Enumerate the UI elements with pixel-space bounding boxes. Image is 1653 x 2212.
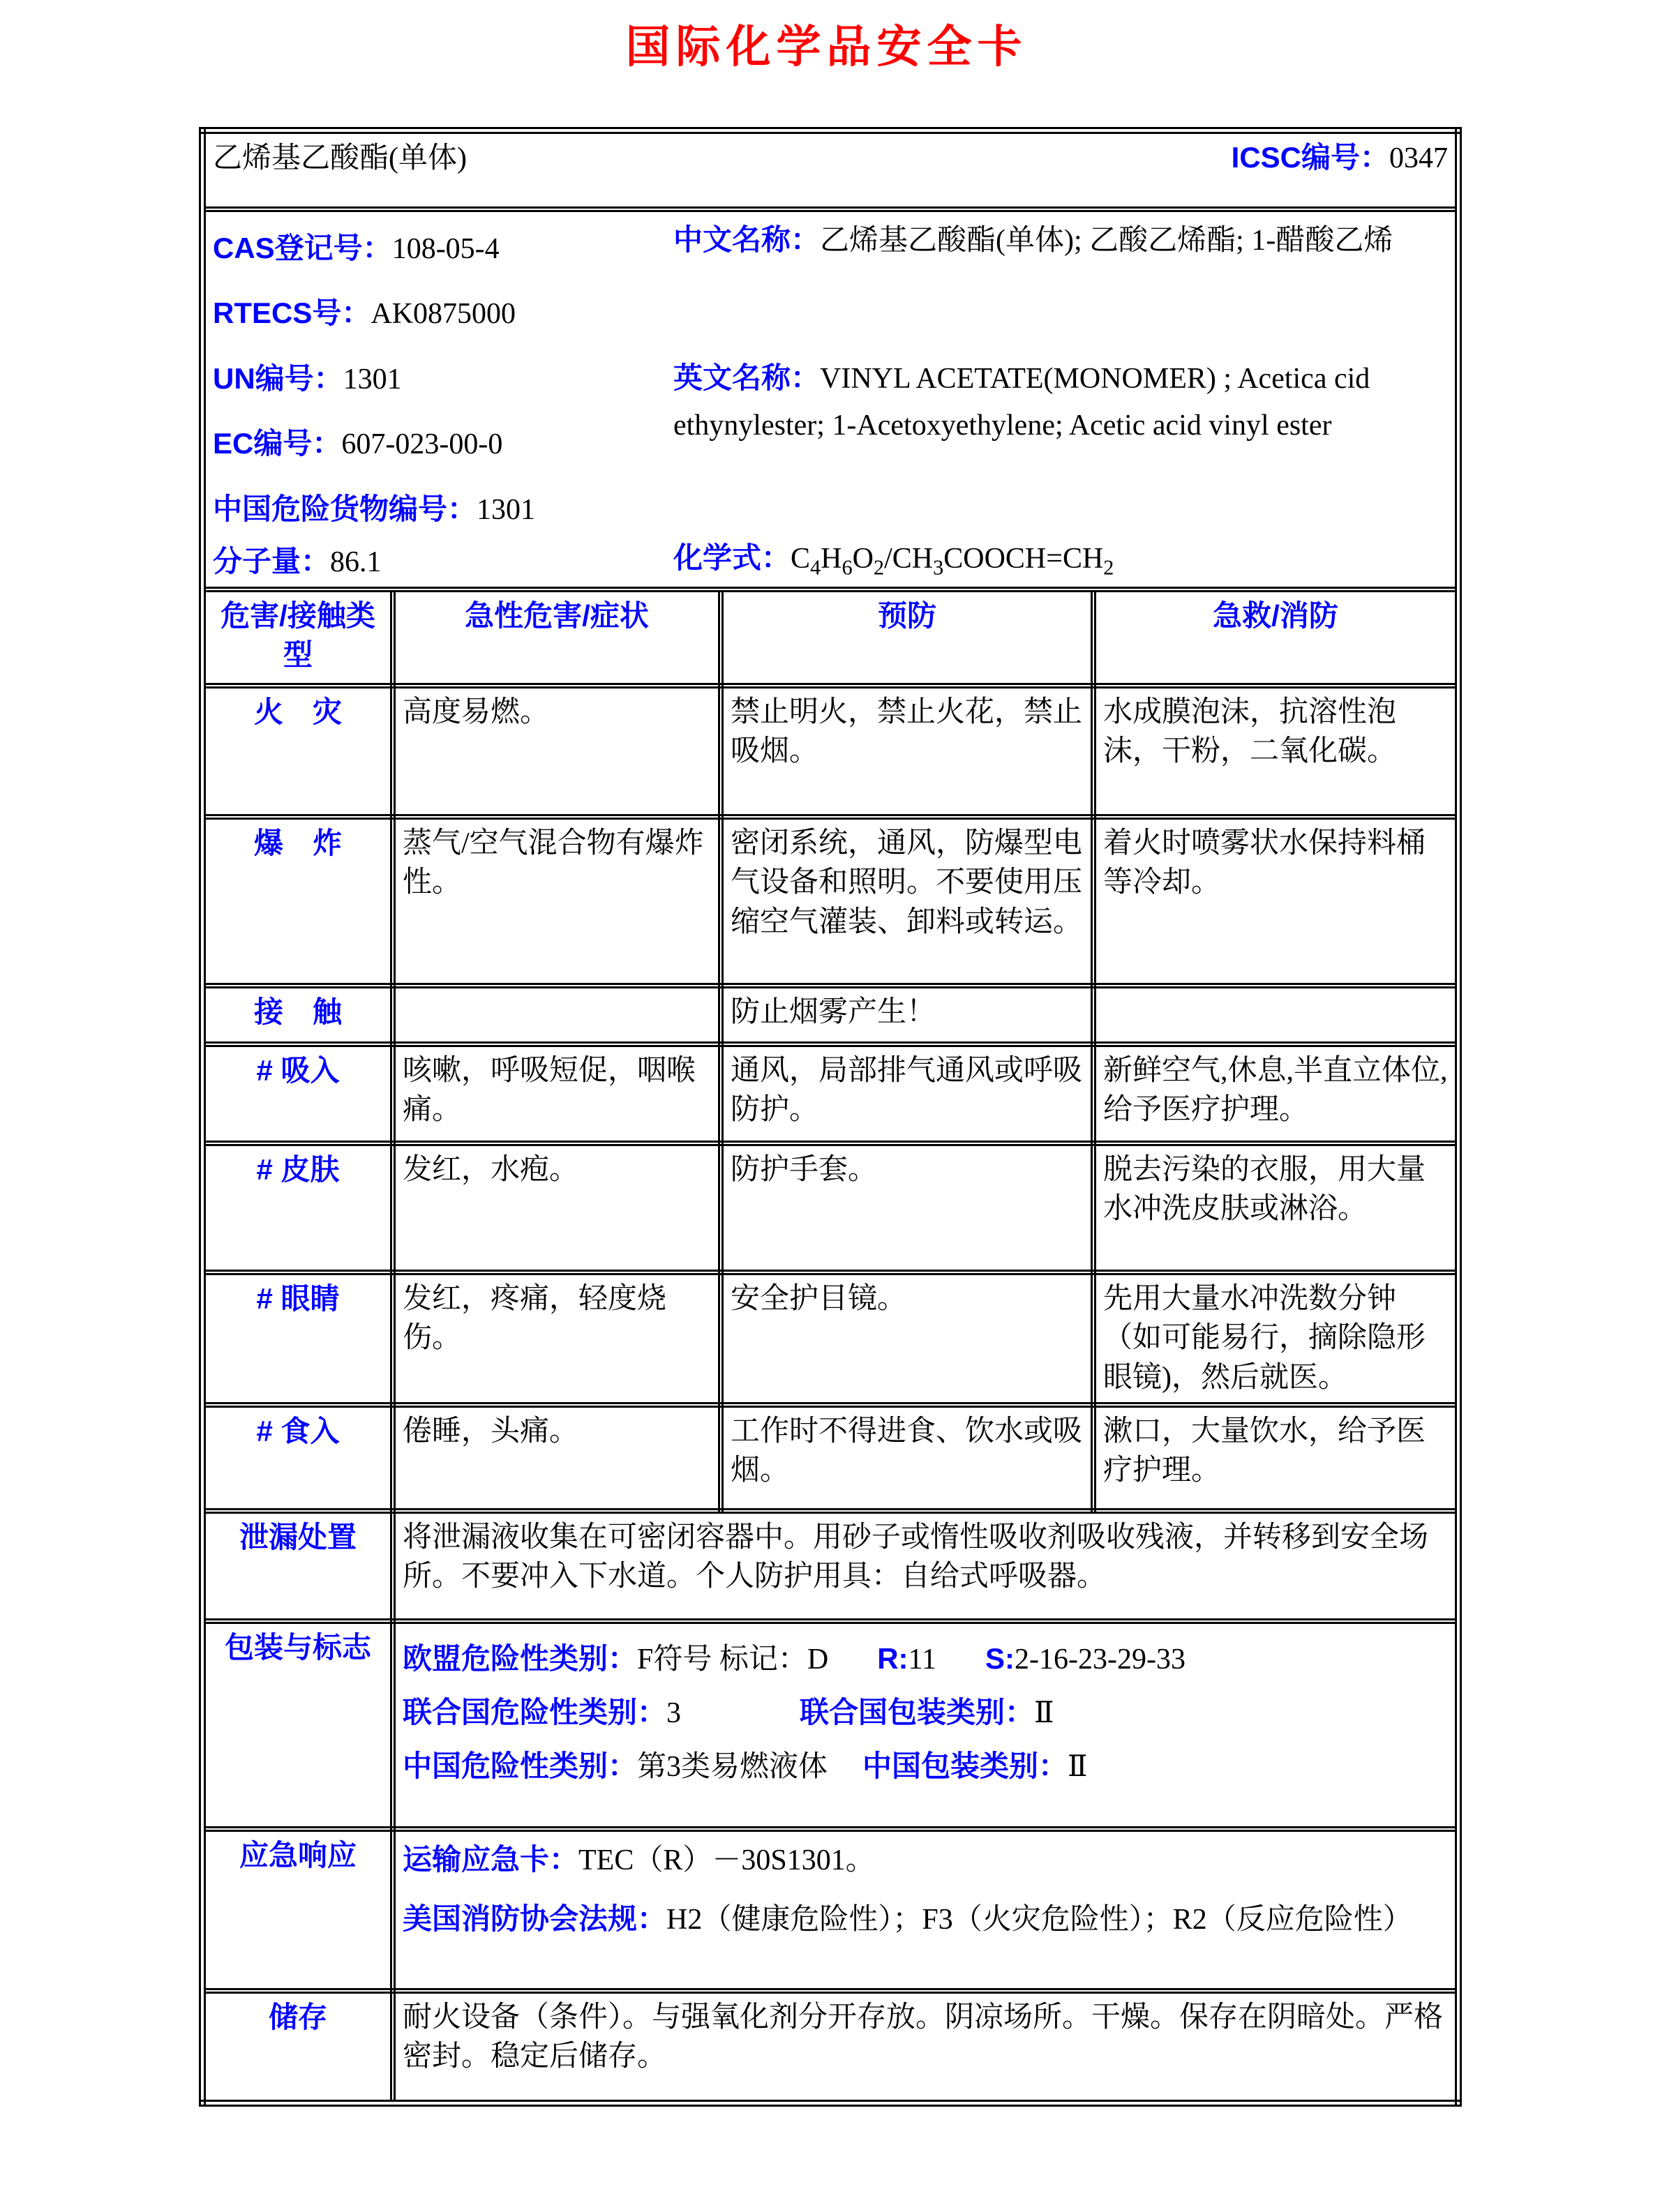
- row-label-fire: 火 灾: [202, 686, 393, 817]
- cn-class-value: 第3类易燃液体: [637, 1750, 828, 1783]
- table-row-emergency: [202, 1829, 1458, 1991]
- molecular-weight-value: 86.1: [330, 546, 382, 578]
- rtecs-label: RTECS号：: [213, 296, 371, 330]
- row-label-contact: 接 触: [202, 986, 393, 1044]
- row-label-skin: # 皮肤: [202, 1143, 393, 1272]
- nfpa-value: H2（健康危险性）；F3（火灾危险性）；R2（反应危险性）: [666, 1903, 1412, 1936]
- icsc-label: ICSC编号：: [1231, 141, 1390, 174]
- table-row-ingestion: [202, 1405, 1458, 1511]
- english-name-line: [673, 354, 1448, 449]
- cas-number-line: [213, 216, 652, 281]
- cn-pack-label: 中国包装类别：: [862, 1749, 1068, 1782]
- cas-value: 108-05-4: [391, 233, 500, 265]
- table-row-inhalation: [202, 1044, 1458, 1143]
- table-row-packaging: [202, 1621, 1458, 1829]
- registry-identifiers: [213, 216, 652, 542]
- row-label-inhalation: # 吸入: [202, 1044, 393, 1143]
- eyes-symptoms: 发红，疼痛，轻度烧伤。: [393, 1272, 721, 1405]
- skin-response: 脱去污染的衣服，用大量水冲洗皮肤或淋浴。: [1093, 1143, 1458, 1272]
- chemical-formula-line: [673, 539, 1448, 582]
- un-class-value: 3: [666, 1696, 682, 1729]
- un-pack-label: 联合国包装类别：: [800, 1695, 1035, 1729]
- s-phrase-label: S:: [985, 1641, 1015, 1675]
- hazard-header-row: [202, 589, 1458, 686]
- row-label-explosion: 爆 炸: [202, 817, 393, 986]
- row-label-packaging: 包装与标志: [202, 1621, 393, 1829]
- english-name-value: VINYL ACETATE(MONOMER) ; Acetica cid ethynylester; 1-Acetoxyethylene; Acetic acid vinyl ester: [673, 362, 1370, 442]
- explosion-response: 着火时喷雾状水保持料桶等冷却。: [1093, 817, 1458, 986]
- un-class-line: [403, 1690, 1448, 1736]
- explosion-symptoms: 蒸气/空气混合物有爆炸性。: [393, 817, 721, 986]
- eyes-response: 先用大量水冲洗数分钟（如可能易行，摘除隐形眼镜)，然后就医。: [1093, 1272, 1458, 1405]
- safety-card-table: [199, 127, 1462, 2107]
- packaging-content: [393, 1621, 1458, 1829]
- contact-prevention: 防止烟雾产生！: [721, 986, 1093, 1044]
- chemical-formula-value: $C_4H_6O_2/CH_3COOCH=CH_2$: [791, 543, 1114, 580]
- table-row-skin: [202, 1143, 1458, 1272]
- chemical-name: 乙烯基乙酸酯(单体): [213, 142, 467, 174]
- eu-hazard-line: [403, 1637, 1448, 1682]
- ingestion-symptoms: 倦睡，头痛。: [393, 1405, 721, 1511]
- table-row-storage: [202, 1991, 1458, 2103]
- un-number-line: [213, 347, 652, 412]
- ec-label: EC编号：: [213, 427, 342, 460]
- fire-symptoms: 高度易燃。: [393, 686, 721, 817]
- row-label-eyes: # 眼睛: [202, 1272, 393, 1405]
- china-dg-label: 中国危险货物编号：: [213, 492, 477, 525]
- row-label-ingestion: # 食入: [202, 1405, 393, 1511]
- storage-text: 耐火设备（条件）。与强氧化剂分开存放。阴凉场所。干燥。保存在阴暗处。严格密封。稳定后储存。: [393, 1991, 1458, 2103]
- chemical-formula-label: 化学式：: [673, 541, 791, 575]
- china-dg-number-line: [213, 477, 652, 542]
- col-header-prevention: 预防: [721, 589, 1093, 686]
- table-row-spill: [202, 1511, 1458, 1621]
- china-dg-value: 1301: [477, 493, 536, 526]
- row-label-emergency: 应急响应: [202, 1829, 393, 1991]
- inhalation-symptoms: 咳嗽，呼吸短促，咽喉痛。: [393, 1044, 721, 1143]
- eu-hazard-label: 欧盟危险性类别：: [403, 1641, 638, 1675]
- molecular-weight-label: 分子量：: [213, 544, 331, 578]
- contact-response: [1093, 986, 1458, 1044]
- eyes-prevention: 安全护目镜。: [721, 1272, 1093, 1405]
- chinese-name-label: 中文名称：: [673, 223, 821, 256]
- eu-hazard-value: F符号 标记：D: [637, 1643, 829, 1676]
- ingestion-response: 漱口，大量饮水，给予医疗护理。: [1093, 1405, 1458, 1511]
- un-class-label: 联合国危险性类别：: [403, 1695, 667, 1729]
- rtecs-value: AK0875000: [371, 298, 516, 331]
- nfpa-label: 美国消防协会法规：: [403, 1902, 667, 1935]
- r-phrase-label: R:: [877, 1641, 908, 1675]
- explosion-prevention: 密闭系统，通风，防爆型电气设备和照明。不要使用压缩空气灌装、卸料或转运。: [721, 817, 1093, 986]
- cn-class-line: [403, 1744, 1448, 1789]
- icsc-number: [1232, 138, 1448, 179]
- inhalation-response: 新鲜空气,休息,半直立体位,给予医疗护理。: [1093, 1044, 1458, 1143]
- tec-value: TEC（R）－30S1301。: [578, 1844, 875, 1876]
- r-phrase-value: 11: [908, 1643, 936, 1676]
- un-pack-value: Ⅱ: [1034, 1696, 1054, 1729]
- cn-pack-value: Ⅱ: [1068, 1750, 1088, 1783]
- s-phrase-value: 2-16-23-29-33: [1015, 1643, 1185, 1676]
- col-header-response: 急救/消防: [1093, 589, 1458, 686]
- icsc-value: 0347: [1389, 142, 1449, 174]
- table-row-explosion: [202, 817, 1458, 986]
- col-header-hazard-type: 危害/接触类型: [202, 589, 393, 686]
- chinese-name-line: [673, 216, 1448, 264]
- identification-row: [202, 209, 1458, 589]
- table-row-eyes: [202, 1272, 1458, 1405]
- un-label: UN编号：: [213, 361, 343, 395]
- nfpa-line: [403, 1895, 1448, 1943]
- cn-class-label: 中国危险性类别：: [403, 1749, 638, 1782]
- inhalation-prevention: 通风，局部排气通风或呼吸防护。: [721, 1044, 1093, 1143]
- fire-response: 水成膜泡沫，抗溶性泡沫，干粉，二氧化碳。: [1093, 686, 1458, 817]
- contact-symptoms: [393, 986, 721, 1044]
- table-row-fire: [202, 686, 1458, 817]
- ec-number-line: [213, 412, 652, 476]
- page-title: 国际化学品安全卡: [625, 22, 1028, 72]
- cas-label: CAS登记号：: [213, 232, 392, 264]
- fire-prevention: 禁止明火，禁止火花，禁止吸烟。: [721, 686, 1093, 817]
- skin-symptoms: 发红，水疱。: [393, 1143, 721, 1272]
- tec-label: 运输应急卡：: [403, 1842, 579, 1876]
- ingestion-prevention: 工作时不得进食、饮水或吸烟。: [721, 1405, 1093, 1511]
- col-header-symptoms: 急性危害/症状: [393, 589, 721, 686]
- card-header-row: [202, 130, 1458, 209]
- ec-value: 607-023-00-0: [341, 428, 503, 461]
- skin-prevention: 防护手套。: [721, 1143, 1093, 1272]
- tec-line: [403, 1836, 1448, 1884]
- chinese-name-value: 乙烯基乙酸酯(单体); 乙酸乙烯酯; 1-醋酸乙烯: [820, 225, 1393, 257]
- rtecs-number-line: [213, 281, 652, 346]
- emergency-content: [393, 1829, 1458, 1991]
- un-value: 1301: [343, 363, 402, 396]
- english-name-label: 英文名称：: [673, 361, 821, 394]
- molecular-weight-line: [213, 542, 652, 582]
- row-label-storage: 储存: [202, 1991, 393, 2103]
- table-row-contact: [202, 986, 1458, 1044]
- spill-text: 将泄漏液收集在可密闭容器中。用砂子或惰性吸收剂吸收残液，并转移到安全场所。不要冲入下水道。个人防护用具：自给式呼吸器。: [393, 1511, 1458, 1621]
- row-label-spill: 泄漏处置: [202, 1511, 393, 1621]
